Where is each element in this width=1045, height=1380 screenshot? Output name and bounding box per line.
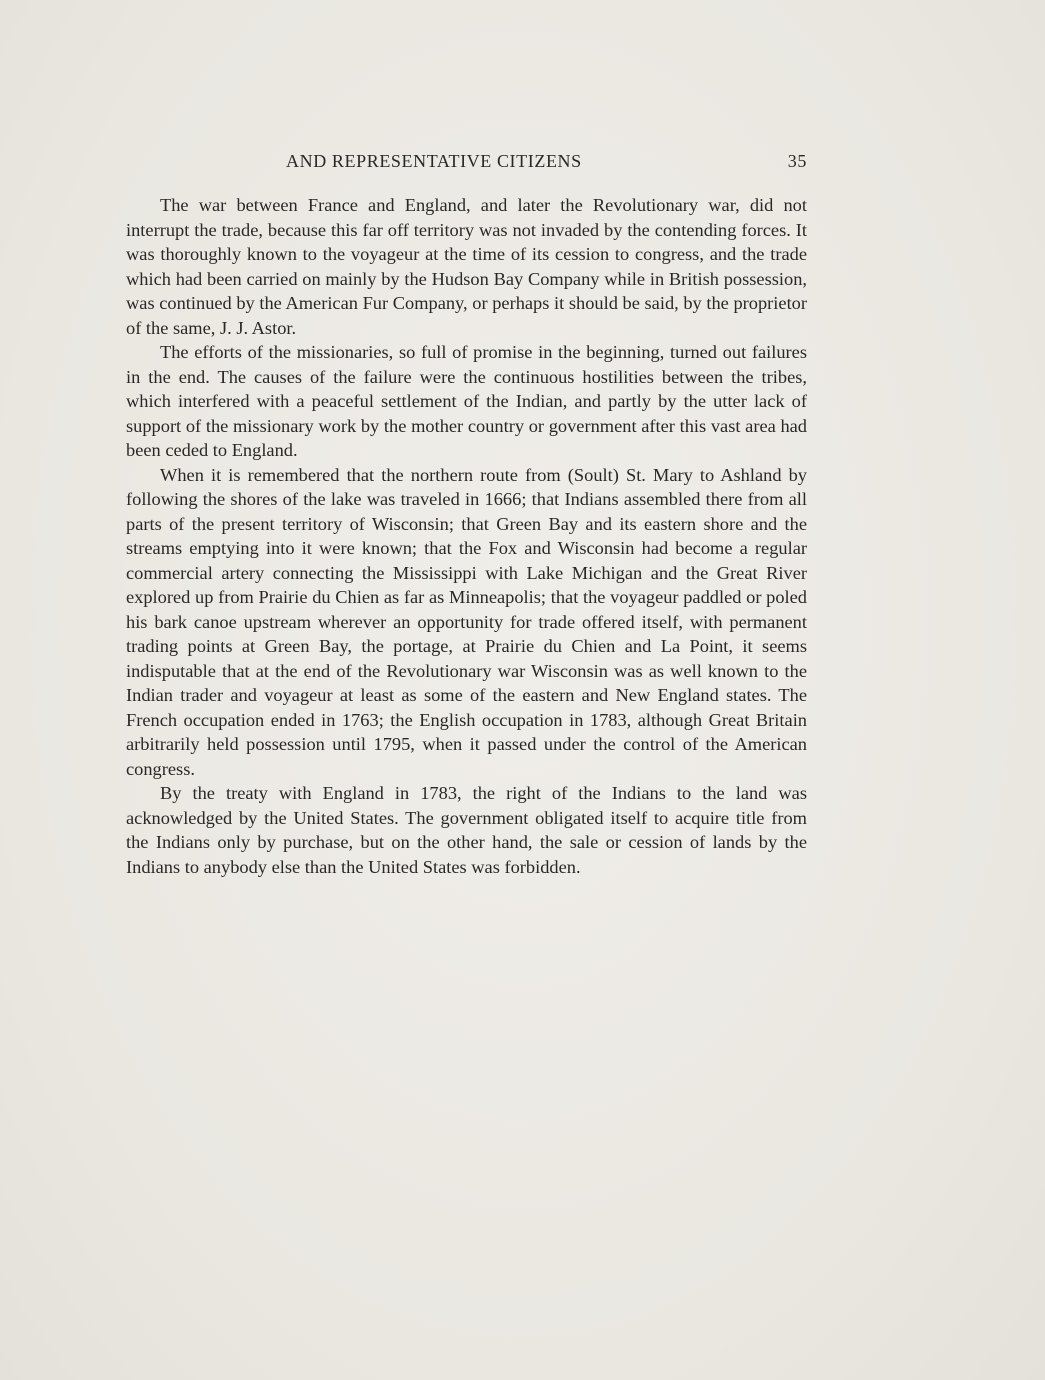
- running-head: [126, 151, 807, 177]
- paragraph: When it is remembered that the northern route from (Soult) St. Mary to Ashland by following the shores of the lake was traveled in 1666; that Indians assembled there from all parts of the present territory of Wisconsin; that Green Bay and its eastern shore and the streams emptying into it were known; that the Fox and Wisconsin had become a regular commercial artery connecting the Mississippi with Lake Michigan and the Great River explored up from Prairie du Chien as far as Minneapolis; that the voyageur paddled or poled his bark canoe upstream wherever an opportunity for trade offered itself, with permanent trading points at Green Bay, the portage, at Prairie du Chien and La Point, it seems indisputable that at the end of the Revolutionary war Wisconsin was as well known to the Indian trader and voyageur at least as some of the eastern and New England states. The French occupation ended in 1763; the English occupation in 1783, although Great Britain arbitrarily held possession until 1795, when it passed under the control of the American congress.: [126, 464, 807, 779]
- page-number: 35: [787, 151, 807, 171]
- running-title: AND REPRESENTATIVE CITIZENS: [286, 151, 582, 171]
- paragraph: The efforts of the missionaries, so full of promise in the beginning, turned out failures in the end. The causes of the failure were the continuous hostilities between the tribes, which interfered with a peaceful settlement of the Indian, and partly by the utter lack of support of the missionary work by the mother country or government after this vast area had been ceded to England.: [126, 342, 807, 460]
- paragraph: The war between France and England, and later the Revolutionary war, did not interrupt the trade, because this far off territory was not invaded by the contending forces. It was thoroughly known to the voyageur at the time of its cession to congress, and the trade which had been carried on mainly by the Hudson Bay Company while in British possession, was continued by the American Fur Company, or perhaps it should be said, by the proprietor of the same, J. J. Astor.: [126, 195, 807, 338]
- paragraph: By the treaty with England in 1783, the right of the Indians to the land was acknowledged by the United States. The government obligated itself to acquire title from the Indians only by purchase, but on the other hand, the sale or cession of lands by the Indians to anybody else than the United States was forbidden.: [126, 783, 807, 877]
- body-text: [126, 193, 807, 879]
